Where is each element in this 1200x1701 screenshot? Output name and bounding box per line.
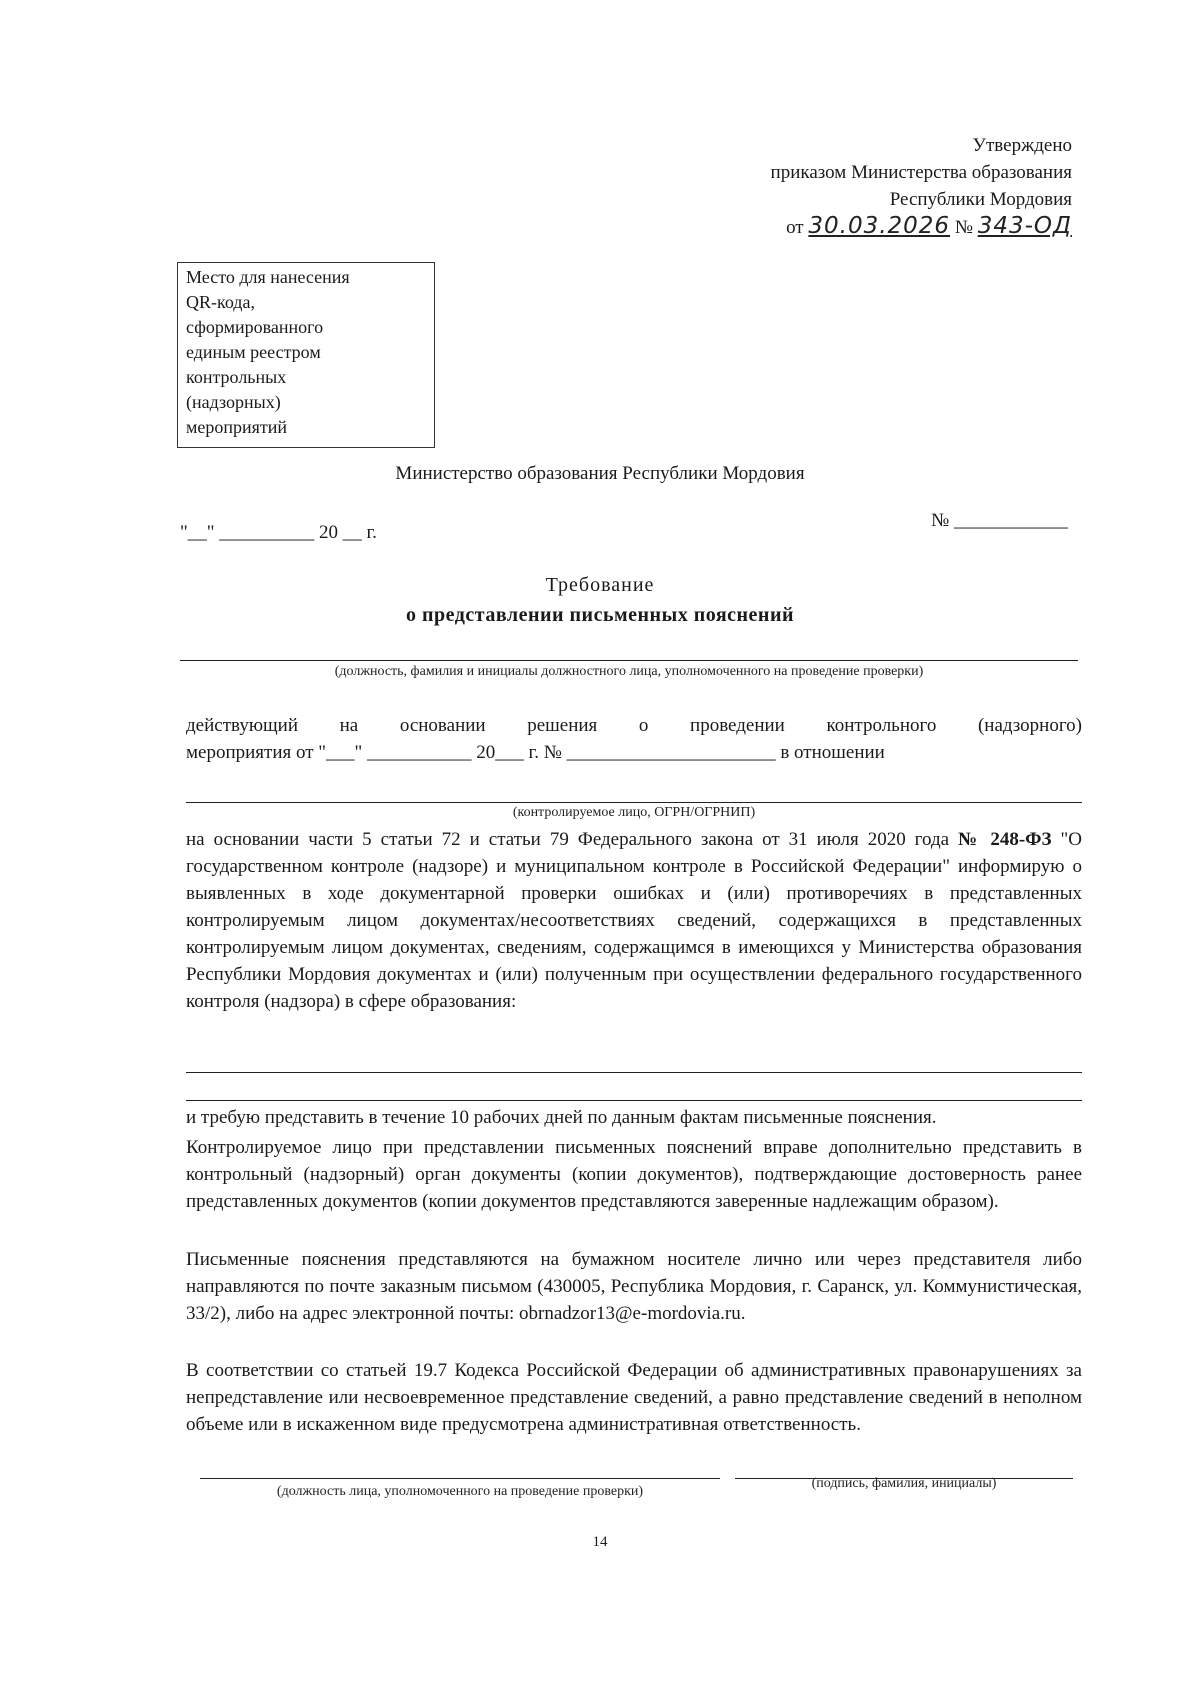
basis-text-start: на основании части 5 статьи 72 и статьи 79 Федерального закона от 31 июля 2020 года (186, 829, 950, 850)
approval-stamp (771, 132, 1072, 241)
official-blank-line (180, 660, 1078, 661)
acting-paragraph (186, 712, 1082, 766)
approval-republic: Республики Мордовия (889, 189, 1072, 210)
official-caption: (должность, фамилия и инициалы должностного лица, уполномоченного на проведение проверки) (334, 664, 924, 679)
signature-caption: (подпись, фамилия, инициалы) (811, 1476, 997, 1491)
acting-line-1: действующий на основании решения о проведении контрольного (надзорного) (186, 715, 1082, 736)
acting-line-2: мероприятия от "___" ___________ 20___ г. № ______________________ в отношении (186, 742, 885, 763)
qr-box-line: единым реестром (186, 342, 321, 362)
approval-date-handwritten: 30.03.2026 (808, 213, 951, 239)
ministry-name: Министерство образования Республики Мордовия (395, 463, 805, 484)
qr-box-line: мероприятий (186, 417, 288, 437)
document-number-line: № ____________ (931, 510, 1068, 531)
findings-blank-line-2 (186, 1100, 1082, 1101)
page-number: 14 (592, 1534, 608, 1550)
approval-number-handwritten: 343-ОД (977, 213, 1072, 239)
approval-date-prefix: от (786, 217, 804, 238)
qr-box-line: (надзорных) (186, 392, 281, 412)
approval-date-number (771, 213, 1072, 241)
qr-box-line: сформированного (186, 317, 324, 337)
demand-paragraph: и требую представить в течение 10 рабочих дней по данным фактам письменные пояснения. (186, 1107, 937, 1128)
delivery-paragraph: Письменные пояснения представляются на бумажном носителе лично или через представителя либо направляются по почте заказным письмом (430005, Республика Мордовия, г. Саранск, ул. Коммунистическая, 33/2), либо на адрес электронной почты: obrnadzor13@e-mordovia.ru. (186, 1249, 1082, 1324)
signer-position-caption: (должность лица, уполномоченного на проведение проверки) (276, 1484, 644, 1499)
basis-paragraph (186, 826, 1082, 1015)
law-number: № 248-ФЗ (958, 829, 1052, 850)
approval-order: приказом Министерства образования (770, 162, 1072, 183)
documents-paragraph: Контролируемое лицо при представлении письменных пояснений вправе дополнительно представить в контрольный (надзорный) орган документы (копии документов), подтверждающие достоверность ранее представленных документов (копии документов представляются заверенные надлежащим образом). (186, 1137, 1082, 1212)
qr-box-line: QR-кода, (186, 292, 255, 312)
controlled-person-blank-line (186, 802, 1082, 803)
document-date-line: "__" __________ 20 __ г. (180, 522, 377, 543)
approval-number-prefix: № (954, 217, 973, 238)
controlled-person-caption: (контролируемое лицо, ОГРН/ОГРНИП) (512, 805, 756, 820)
qr-box-line: контрольных (186, 367, 287, 387)
basis-text-end: "О государственном контроле (надзоре) и муниципальном контроле в Российской Федерации" информирую о выявленных в ходе документарной проверки ошибках и (или) противоречиях в представленных контролируемым лицом документах/несоответствиях сведений, содержащихся в представленных контролируемым лицом документах, сведениям, содержащимся в имеющихся у Министерства образования Республики Мордовия документах и (или) полученным при осуществлении федерального государственного контроля (надзора) в сфере образования: (186, 829, 1082, 1012)
document-title-subtitle: о представлении письменных пояснений (406, 604, 794, 626)
signer-position-line (200, 1478, 720, 1479)
qr-box-line: Место для нанесения (186, 267, 350, 287)
qr-code-placeholder-box (177, 262, 435, 448)
approval-title: Утверждено (972, 135, 1072, 156)
findings-blank-line-1 (186, 1072, 1082, 1073)
document-title (0, 570, 1200, 630)
liability-paragraph: В соответствии со статьей 19.7 Кодекса Российской Федерации об административных правонарушениях за непредставление или несвоевременное представление сведений, а равно представление сведений в неполном объеме или в искаженном виде предусмотрена административная ответственность. (186, 1360, 1082, 1435)
document-title-main: Требование (545, 574, 655, 596)
